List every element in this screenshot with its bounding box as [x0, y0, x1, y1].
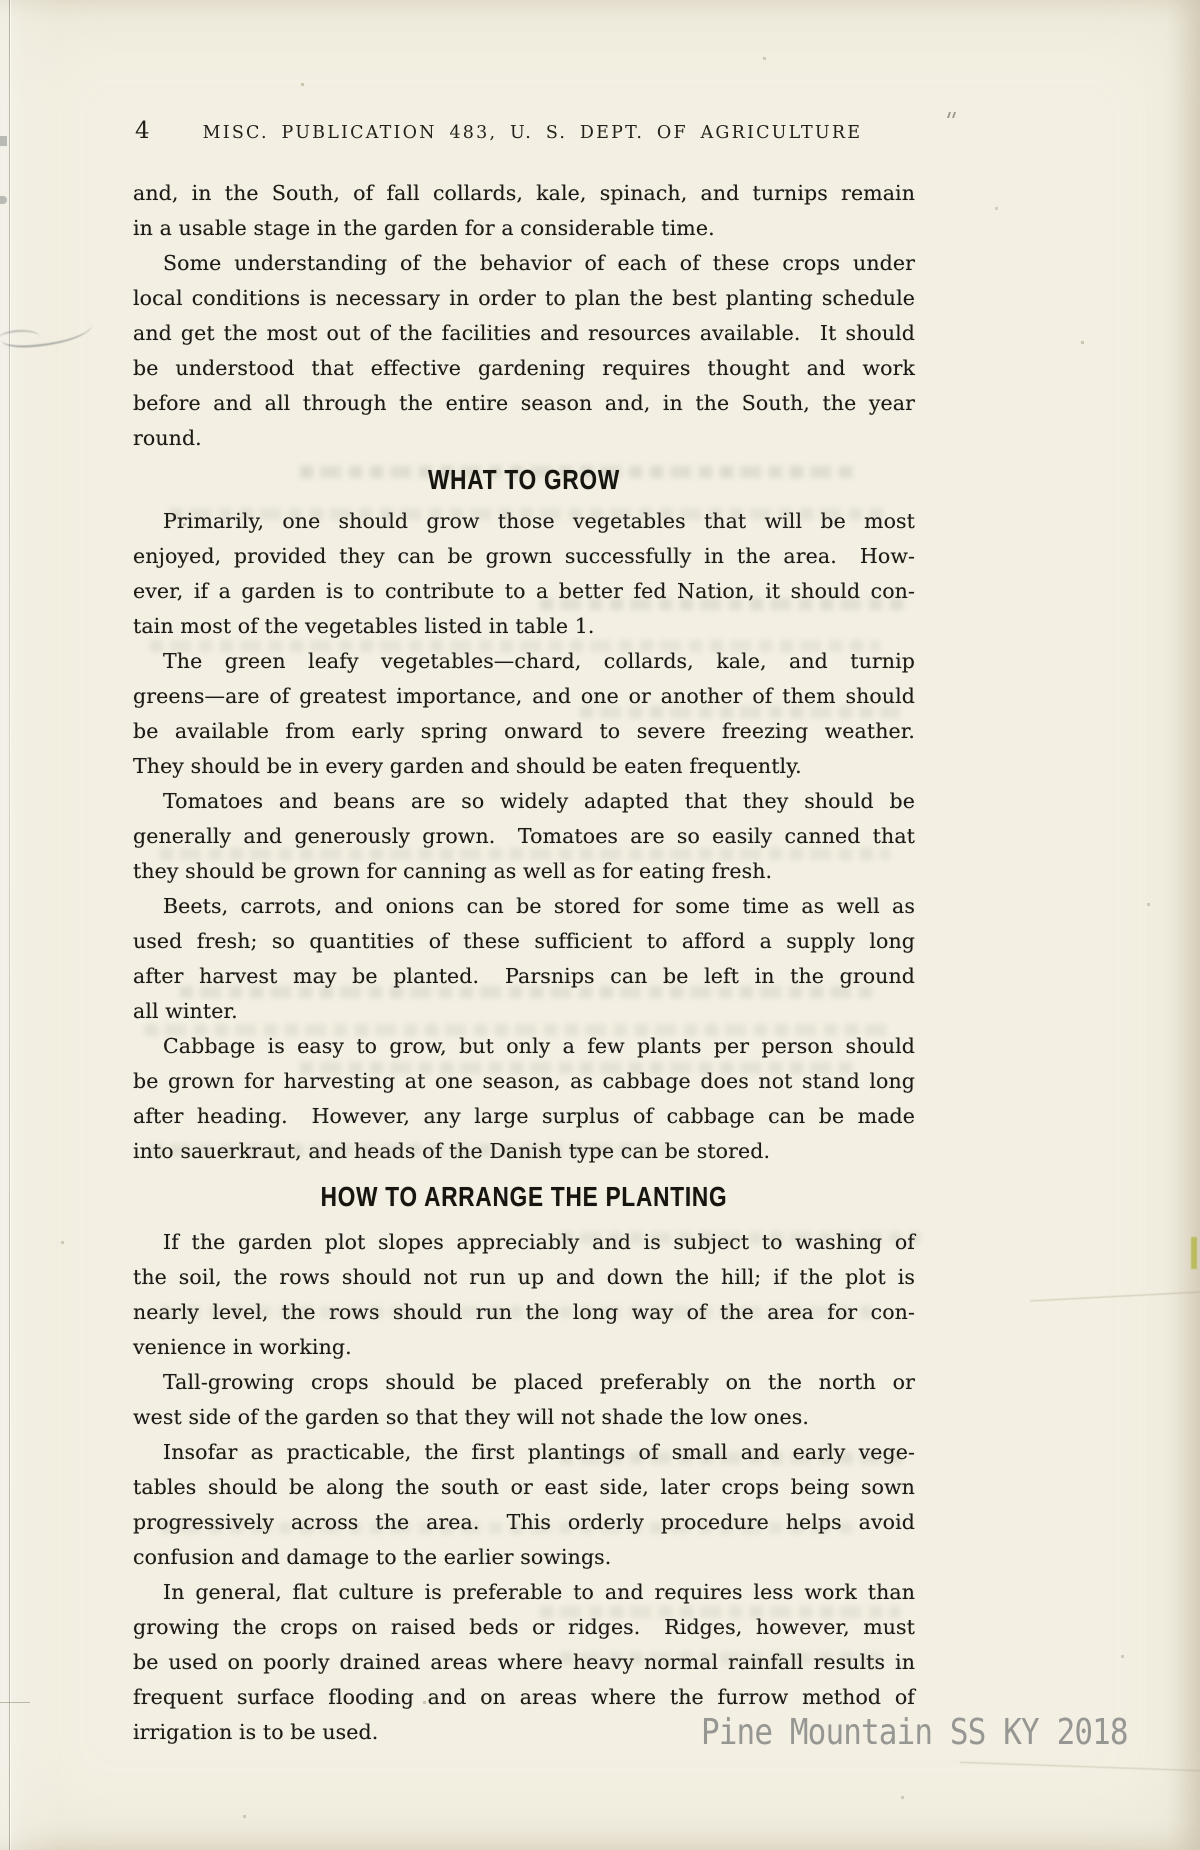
text-line: local conditions is necessary in order to plan the best planting schedule	[133, 286, 915, 310]
text-line: Insofar as practicable, the first plantings of small and early vege-	[163, 1440, 915, 1464]
text-line: The green leafy vegetables—chard, collards, kale, and turnip	[163, 649, 915, 673]
text-line: Some understanding of the behavior of each of these crops under	[163, 251, 915, 275]
text-line: round.	[133, 426, 202, 450]
paragraph	[133, 176, 915, 246]
page-body	[133, 176, 915, 1750]
text-line: venience in working.	[133, 1335, 352, 1359]
paper-specks	[0, 0, 1, 1]
paper-crease	[0, 1702, 30, 1703]
text-line: after harvest may be planted. Parsnips can be left in the ground	[133, 964, 915, 988]
archive-watermark: Pine Mountain SS KY 2018	[701, 1712, 1128, 1753]
text-line: and, in the South, of fall collards, kale, spinach, and turnips remain	[133, 181, 915, 205]
page-number: 4	[135, 118, 151, 144]
text-line: frequent surface flooding and on areas where the furrow method of	[133, 1685, 915, 1709]
paperclip-mark	[0, 315, 94, 349]
text-line: In general, flat culture is preferable to and requires less work than	[163, 1580, 915, 1604]
text-line: Tomatoes and beans are so widely adapted that they should be	[163, 789, 915, 813]
text-line: into sauerkraut, and heads of the Danish type can be stored.	[133, 1139, 771, 1163]
paragraph	[133, 1029, 915, 1169]
text-line: and get the most out of the facilities and resources available. It should	[133, 321, 915, 345]
text-line: be understood that effective gardening requires thought and work	[133, 356, 915, 380]
text-line: west side of the garden so that they will not shade the low ones.	[133, 1405, 809, 1429]
text-line: be available from early spring onward to severe freezing weather.	[133, 719, 915, 743]
text-line: tain most of the vegetables listed in table 1.	[133, 614, 595, 638]
paragraph	[133, 1365, 915, 1435]
text-line: If the garden plot slopes appreciably and is subject to washing of	[163, 1230, 915, 1254]
text-line: Primarily, one should grow those vegetables that will be most	[163, 509, 915, 533]
text-line: the soil, the rows should not run up and down the hill; if the plot is	[133, 1265, 915, 1289]
text-line: in a usable stage in the garden for a considerable time.	[133, 216, 715, 240]
text-line: Tall-growing crops should be placed preferably on the north or	[163, 1370, 915, 1394]
text-line: tables should be along the south or east side, later crops being sown	[133, 1475, 915, 1499]
text-line: Beets, carrots, and onions can be stored for some time as well as	[163, 894, 915, 918]
text-line: be grown for harvesting at one season, as cabbage does not stand long	[133, 1069, 915, 1093]
text-line: enjoyed, provided they can be grown successfully in the area. How-	[133, 544, 915, 568]
paragraph	[133, 784, 915, 889]
text-line: they should be grown for canning as well as for eating fresh.	[133, 859, 773, 883]
text-line: used fresh; so quantities of these sufficient to afford a supply long	[133, 929, 915, 953]
text-line: nearly level, the rows should run the long way of the area for con-	[133, 1300, 915, 1324]
paper-crease	[1030, 1292, 1200, 1302]
text-line: irrigation is to be used.	[133, 1720, 379, 1744]
running-head	[135, 118, 935, 144]
text-line: ever, if a garden is to contribute to a better fed Nation, it should con-	[133, 579, 915, 603]
edge-notch	[0, 136, 7, 146]
running-head-title: MISC. PUBLICATION 483, U. S. DEPT. OF AGRICULTURE	[202, 123, 863, 143]
text-line: before and all through the entire season and, in the South, the year	[133, 391, 915, 415]
text-line: generally and generously grown. Tomatoes are so easily canned that	[133, 824, 915, 848]
section-heading: WHAT TO GROW	[428, 464, 620, 495]
text-line: confusion and damage to the earlier sowings.	[133, 1545, 612, 1569]
text-line: Cabbage is easy to grow, but only a few plants per person should	[163, 1034, 915, 1058]
text-line: be used on poorly drained areas where heavy normal rainfall results in	[133, 1650, 915, 1674]
paper-crease	[960, 1762, 1200, 1771]
paragraph	[133, 1435, 915, 1575]
paragraph	[133, 644, 915, 784]
text-line: progressively across the area. This orderly procedure helps avoid	[133, 1510, 915, 1534]
text-line: all winter.	[133, 999, 238, 1023]
paragraph	[133, 889, 915, 1029]
paragraph	[133, 246, 915, 456]
paragraph	[133, 504, 915, 644]
paragraph	[133, 1225, 915, 1365]
edge-highlight-mark	[1191, 1237, 1197, 1269]
print-speck	[948, 112, 957, 119]
text-line: after heading. However, any large surplus of cabbage can be made	[133, 1104, 915, 1128]
text-line: growing the crops on raised beds or ridges. Ridges, however, must	[133, 1615, 915, 1639]
section-heading: HOW TO ARRANGE THE PLANTING	[320, 1181, 728, 1212]
text-line: greens—are of greatest importance, and one or another of them should	[133, 684, 915, 708]
page-fold-crease	[9, 0, 10, 1850]
text-line: They should be in every garden and should be eaten frequently.	[133, 754, 802, 778]
edge-notch	[0, 196, 7, 204]
